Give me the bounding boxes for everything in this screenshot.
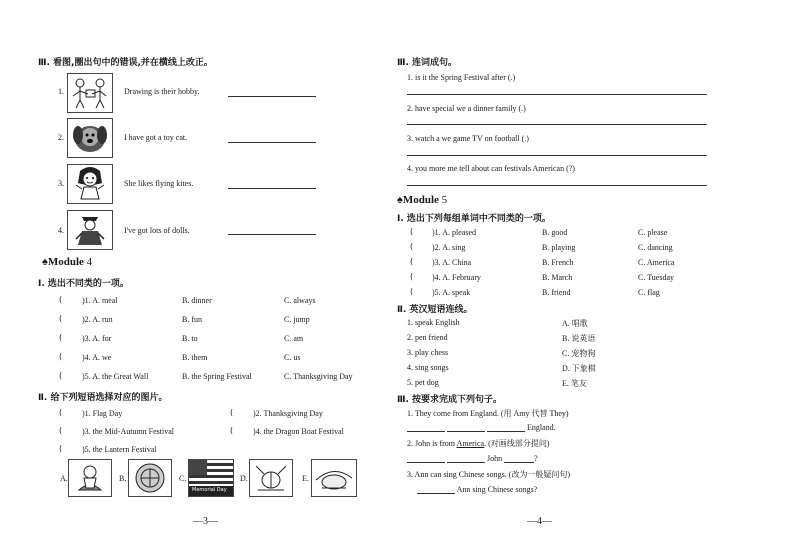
answer-2-end: ? — [534, 454, 538, 463]
left-sec3-num-1: 1. — [58, 87, 64, 96]
list-item: 3. watch a we game TV on football (.) — [407, 134, 529, 143]
match-left-item: 1. speak English — [407, 318, 460, 327]
match-left-item: 3. play chess — [407, 348, 449, 357]
module-number: 5 — [441, 194, 448, 206]
match-right-item: B. 说英语 — [562, 334, 596, 343]
answer-1-end: England. — [527, 423, 556, 432]
option-c: C. us — [284, 353, 301, 362]
question-2 — [407, 438, 549, 449]
option-b: B. March — [542, 273, 573, 282]
module-number: 4 — [86, 256, 93, 268]
match-left-item: 5. pet dog — [407, 378, 439, 387]
right-secII-heading: Ⅱ. 英汉短语连线。 — [397, 305, 473, 315]
answer-2 — [407, 454, 538, 463]
answer-line — [228, 96, 316, 97]
underlined-word: America — [456, 439, 485, 448]
table-row: )1. A. pleased — [432, 228, 476, 237]
paren: ( — [59, 408, 63, 417]
module-label: Module — [47, 256, 84, 268]
left-sec3-heading: Ⅲ. 看图,圈出句中的错误,并在横线上改正。 — [38, 58, 213, 68]
question-1: 1. They come from England. (用 Amy 代替 They) — [407, 409, 569, 418]
list-item: )2. Thanksgiving Day — [253, 409, 323, 418]
girl-icon — [67, 164, 113, 204]
option-b: B. the Spring Festival — [182, 372, 252, 381]
lantern-icon — [249, 459, 293, 497]
pic-label-b: B. — [119, 474, 127, 483]
answer-blank[interactable] — [447, 423, 485, 432]
answer-3 — [417, 485, 537, 494]
match-right-item: E. 笔友 — [562, 379, 587, 388]
flag-caption: Memorial Day — [192, 487, 227, 493]
paren: ( — [59, 352, 63, 361]
option-c: C. am — [284, 334, 304, 343]
spade-icon: ♠ — [397, 194, 403, 206]
list-item: 1. is it the Spring Festival after (.) — [407, 73, 516, 82]
children-drawing-icon — [67, 73, 113, 113]
option-c: C. jump — [284, 315, 310, 324]
option-b: B. fun — [182, 315, 202, 324]
turkey-icon — [311, 459, 357, 497]
list-item: )5. the Lantern Festival — [82, 445, 157, 454]
match-right-item: D. 下象棋 — [562, 364, 596, 373]
answer-line — [228, 234, 316, 235]
table-row: )2. A. sing — [432, 243, 466, 252]
mooncake-icon — [128, 459, 172, 497]
option-c: C. please — [638, 228, 668, 237]
answer-blank[interactable] — [504, 454, 534, 463]
option-c: C. flag — [638, 288, 660, 297]
answer-line — [407, 124, 707, 125]
match-right-item: A. 唱歌 — [562, 319, 588, 328]
list-item: 2. have special we a dinner family (.) — [407, 104, 526, 113]
option-c: C. dancing — [638, 243, 673, 252]
answer-blank[interactable] — [487, 423, 525, 432]
answer-blank[interactable] — [417, 485, 455, 494]
left-sec3-text-3: She likes flying kites. — [124, 179, 194, 188]
match-left-item: 4. sing songs — [407, 363, 449, 372]
paren: ( — [59, 295, 63, 304]
answer-blank[interactable] — [447, 454, 485, 463]
option-c: C. America — [638, 258, 675, 267]
right-secIII2-heading: Ⅲ. 按要求完成下列句子。 — [397, 395, 503, 405]
table-row: )1. A. meal — [82, 296, 118, 305]
paren: ( — [59, 314, 63, 323]
paren: ( — [230, 426, 234, 435]
left-secII-heading: Ⅱ. 给下列短语选择对应的图片。 — [38, 393, 168, 403]
list-item: )4. the Dragon Boat Festival — [253, 427, 344, 436]
option-b: B. to — [182, 334, 198, 343]
left-sec3-text-2: I have got a toy cat. — [124, 133, 188, 142]
left-secI-heading: Ⅰ. 选出不同类的一项。 — [38, 279, 129, 289]
list-item: )1. Flag Day — [82, 409, 123, 418]
table-row: )4. A. February — [432, 273, 481, 282]
pic-label-d: D. — [240, 474, 248, 483]
table-row: )5. A. the Great Wall — [82, 372, 149, 381]
paren: ( — [59, 444, 63, 453]
module-label: Module — [402, 194, 439, 206]
answer-line — [407, 94, 707, 95]
list-item: )3. the Mid-Autumn Festival — [82, 427, 174, 436]
match-right-item: C. 宠物狗 — [562, 349, 596, 358]
left-sec3-text-1: Drawing is their hobby. — [124, 87, 200, 96]
table-row: )5. A. speak — [432, 288, 471, 297]
page-number-left: —3— — [193, 516, 218, 527]
option-b: B. friend — [542, 288, 571, 297]
spade-icon: ♠ — [42, 256, 48, 268]
table-row: )2. A. run — [82, 315, 113, 324]
paren: ( — [59, 371, 63, 380]
list-item: 4. you more me tell about can festivals American (?) — [407, 164, 575, 173]
right-secIII-heading: Ⅲ. 连词成句。 — [397, 58, 458, 68]
right-secI-heading: Ⅰ. 选出下列每组单词中不同类的一项。 — [397, 214, 551, 224]
flag-icon — [188, 459, 234, 497]
answer-blank[interactable] — [407, 454, 445, 463]
option-b: B. them — [182, 353, 208, 362]
left-sec3-num-2: 2. — [58, 133, 64, 142]
pic-label-a: A. — [60, 474, 68, 483]
question-2-tail: . (对画线部分提问) — [484, 439, 550, 448]
table-row: )3. A. China — [432, 258, 472, 267]
paren: ( — [410, 287, 414, 296]
option-b: B. good — [542, 228, 568, 237]
answer-3-tail: Ann sing Chinese songs? — [456, 485, 538, 494]
module-5-heading — [397, 194, 447, 206]
dragon-boat-icon — [68, 459, 112, 497]
toy-dog-icon — [67, 118, 113, 158]
answer-2-mid: John — [487, 454, 503, 463]
answer-1 — [407, 423, 556, 432]
paren: ( — [59, 426, 63, 435]
answer-line — [228, 188, 316, 189]
table-row: )4. A. we — [82, 353, 112, 362]
question-2-text: 2. John is from — [407, 439, 455, 448]
option-c: C. Tuesday — [638, 273, 675, 282]
option-b: B. dinner — [182, 296, 212, 305]
answer-blank[interactable] — [407, 423, 445, 432]
table-row: )3. A. for — [82, 334, 112, 343]
pic-label-c: C. — [179, 474, 187, 483]
left-sec3-num-4: 4. — [58, 226, 64, 235]
doll-icon — [67, 210, 113, 250]
option-c: C. Thanksgiving Day — [284, 372, 353, 381]
option-c: C. always — [284, 296, 316, 305]
paren: ( — [410, 257, 414, 266]
answer-line — [228, 142, 316, 143]
paren: ( — [410, 227, 414, 236]
paren: ( — [59, 333, 63, 342]
answer-line — [407, 155, 707, 156]
paren: ( — [410, 242, 414, 251]
left-sec3-num-3: 3. — [58, 179, 64, 188]
left-sec3-text-4: I've got lots of dolls. — [124, 226, 190, 235]
module-4-heading — [42, 256, 92, 268]
pic-label-e: E. — [302, 474, 309, 483]
question-3: 3. Ann can sing Chinese songs. (改为一般疑问句) — [407, 470, 571, 479]
page-number-right: —4— — [527, 516, 552, 527]
paren: ( — [410, 272, 414, 281]
match-left-item: 2. pen friend — [407, 333, 448, 342]
answer-line — [407, 185, 707, 186]
paren: ( — [230, 408, 234, 417]
option-b: B. playing — [542, 243, 576, 252]
option-b: B. French — [542, 258, 574, 267]
